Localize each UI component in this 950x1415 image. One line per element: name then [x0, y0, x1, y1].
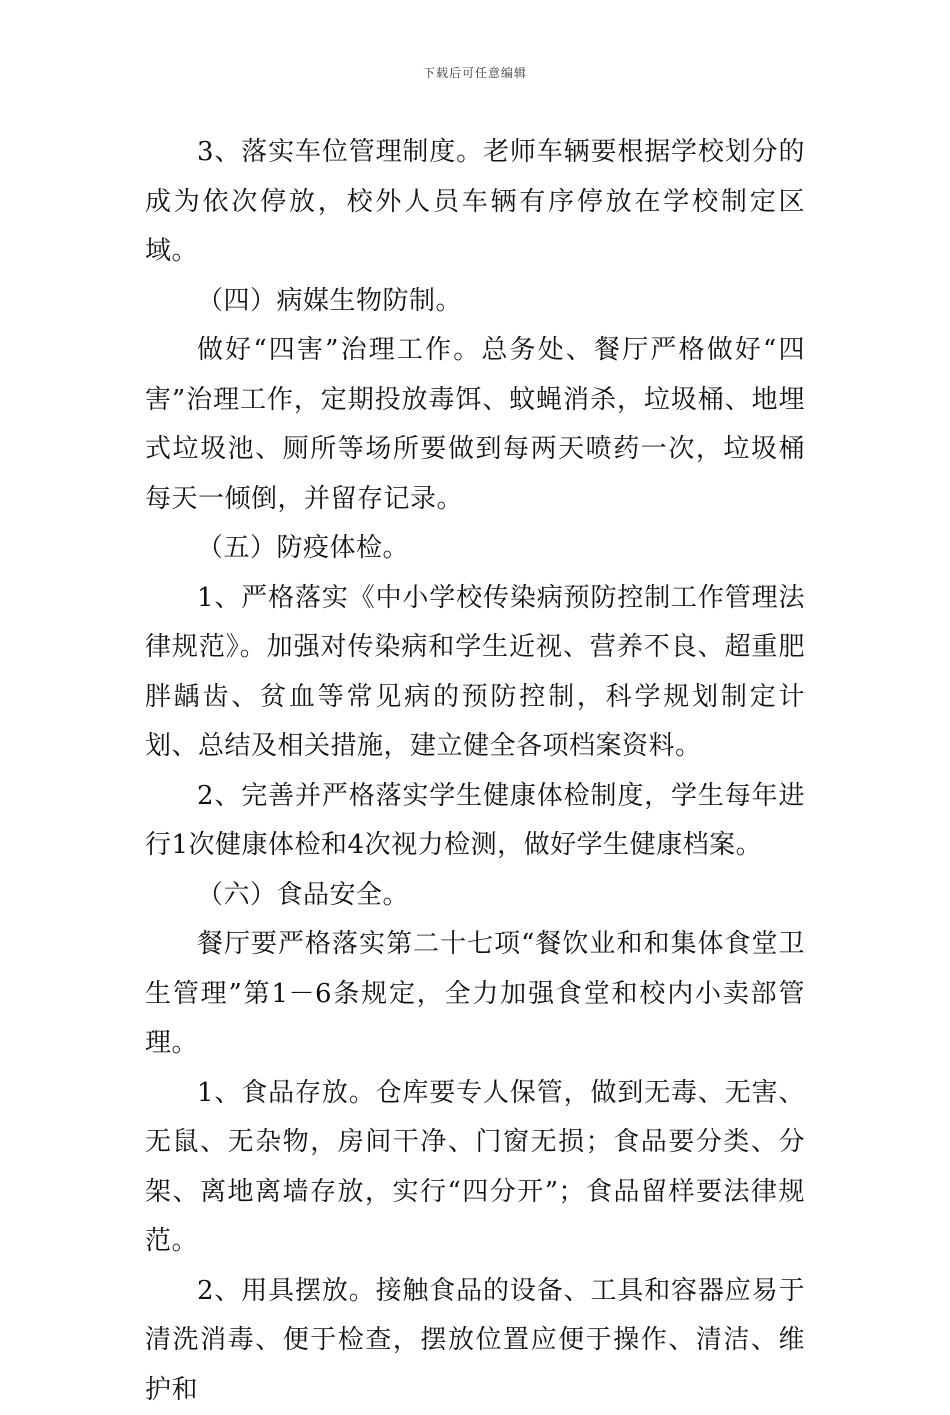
paragraph-utensil-placement: 2、用具摆放。接触食品的设备、工具和容器应易于清洗消毒、便于检查，摆放位置应便于操作、清洁、维护和 — [145, 1267, 805, 1415]
section-heading-food-safety: （六）食品安全。 — [145, 871, 805, 921]
section-heading-epidemic-checkup: （五）防疫体检。 — [145, 524, 805, 574]
paragraph-health-checkup: 2、完善并严格落实学生健康体检制度，学生每年进行1次健康体检和4次视力检测，做好学生健康档案。 — [145, 772, 805, 871]
paragraph-parking-rule: 3、落实车位管理制度。老师车辆要根据学校划分的成为依次停放，校外人员车辆有序停放在学校制定区域。 — [145, 128, 805, 277]
section-heading-vector-control: （四）病媒生物防制。 — [145, 277, 805, 327]
paragraph-four-pests: 做好“四害”治理工作。总务处、餐厅严格做好“四害”治理工作，定期投放毒饵、蚊蝇消杀，垃圾桶、地埋式垃圾池、厕所等场所要做到每两天喷药一次，垃圾桶每天一倾倒，并留存记录。 — [145, 326, 805, 524]
header-note: 下载后可任意编辑 — [0, 64, 950, 81]
document-body — [145, 128, 805, 1415]
paragraph-canteen-rules: 餐厅要严格落实第二十七项“餐饮业和和集体食堂卫生管理”第1－6条规定，全力加强食堂和校内小卖部管理。 — [145, 920, 805, 1069]
paragraph-disease-prevention: 1、严格落实《中小学校传染病预防控制工作管理法律规范》。加强对传染病和学生近视、营养不良、超重肥胖龋齿、贫血等常见病的预防控制，科学规划制定计划、总结及相关措施，建立健全各项档案资料。 — [145, 574, 805, 772]
paragraph-food-storage: 1、食品存放。仓库要专人保管，做到无毒、无害、无鼠、无杂物，房间干净、门窗无损；食品要分类、分架、离地离墙存放，实行“四分开”；食品留样要法律规范。 — [145, 1069, 805, 1267]
